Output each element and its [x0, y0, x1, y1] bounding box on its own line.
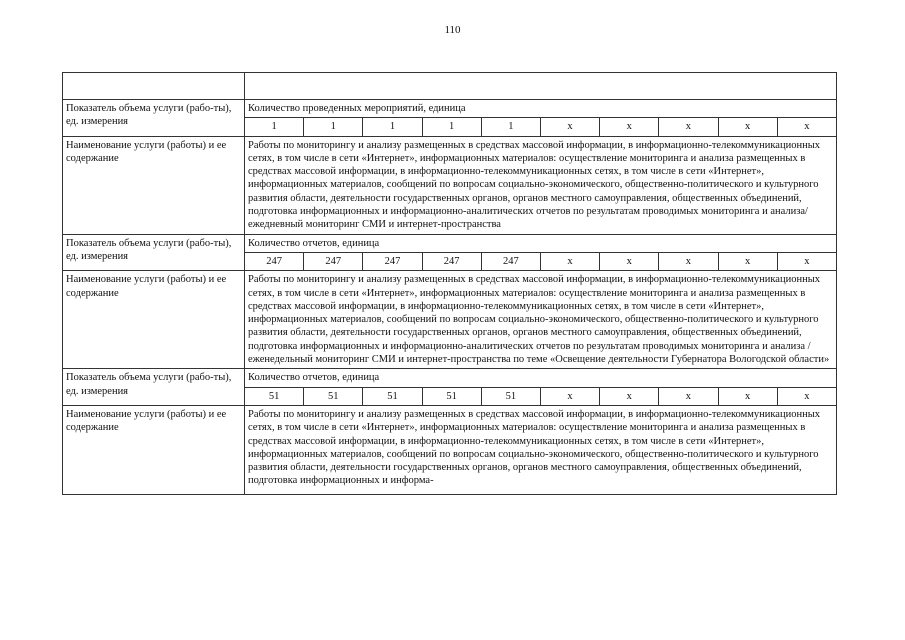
value-cell: 247: [481, 252, 540, 270]
indicator-label: Показатель объема услуги (рабо-ты), ед. измерения: [63, 100, 245, 137]
value-cell: 1: [304, 118, 363, 136]
value-cell: x: [777, 118, 836, 136]
value-cell: x: [600, 252, 659, 270]
service-row: [63, 405, 837, 494]
blank-cell: [245, 73, 837, 100]
service-row: [63, 271, 837, 369]
value-cell: x: [718, 387, 777, 405]
service-description: Работы по мониторингу и анализу размещенных в средствах массовой информации, в информационно-телекоммуникационных сетях, в том числе в сети «Интернет», информационных материалов: осуществление мониторинга и анализа размещенных в средствах массовой информации, в информационно-телекоммуникационных сетях, в том числе в сети «Интернет», информационных материалов, сообщений по вопросам социально-экономического, общественно-политического и культурного развития области, деятельности государственных органов, органов местного самоуправления, общественных объединений, подготовка информационных и информа-: [248, 408, 821, 487]
value-cell: x: [600, 387, 659, 405]
value-cell: 51: [245, 387, 304, 405]
service-label: Наименование услуги (работы) и ее содержание: [63, 136, 245, 234]
indicator-unit: Количество проведенных мероприятий, единица: [245, 100, 837, 118]
page-number: 110: [444, 24, 461, 36]
value-cell: 1: [422, 118, 481, 136]
blank-cell: [63, 73, 245, 100]
value-cell: x: [659, 252, 718, 270]
value-cell: 51: [363, 387, 422, 405]
service-description: Работы по мониторингу и анализу размещенных в средствах массовой информации, в информационно-телекоммуникационных сетях, в том числе в сети «Интернет», информационных материалов: осуществление мониторинга и анализа размещенных в средствах массовой информации, в информационно-телекоммуникационных сетях, в том числе в сети «Интернет», информационных материалов, сообщений по вопросам социально-экономического, общественно-политического и культурного развития области, деятельности государственных органов, органов местного самоуправления, общественных объединений, подготовка информационных и информационно-аналитических отчетов по результатам проводимых мониторинга и анализа /еженедельный мониторинг СМИ и интернет-пространства по теме «Освещение деятельности Губернатора Вологодской области»: [245, 271, 837, 369]
service-label: Наименование услуги (работы) и ее содержание: [63, 271, 245, 369]
service-description-cell: [245, 405, 837, 494]
value-cell: x: [540, 387, 599, 405]
value-cell: x: [540, 118, 599, 136]
indicator-row: [63, 100, 837, 118]
value-cell: 247: [245, 252, 304, 270]
value-cell: 51: [422, 387, 481, 405]
value-cell: 247: [422, 252, 481, 270]
value-cell: x: [718, 252, 777, 270]
value-cell: 247: [304, 252, 363, 270]
indicator-label: Показатель объема услуги (рабо-ты), ед. измерения: [63, 369, 245, 406]
indicator-row: [63, 369, 837, 387]
value-cell: x: [540, 252, 599, 270]
value-cell: 247: [363, 252, 422, 270]
value-cell: 1: [245, 118, 304, 136]
header-blank-row: [63, 73, 837, 100]
indicator-unit: Количество отчетов, единица: [245, 234, 837, 252]
value-cell: 1: [363, 118, 422, 136]
service-row: [63, 136, 837, 234]
value-cell: x: [659, 387, 718, 405]
value-cell: x: [777, 387, 836, 405]
value-cell: x: [777, 252, 836, 270]
value-cell: 51: [304, 387, 363, 405]
service-label: Наименование услуги (работы) и ее содержание: [63, 405, 245, 494]
indicator-row: [63, 234, 837, 252]
value-cell: 51: [481, 387, 540, 405]
service-description: Работы по мониторингу и анализу размещенных в средствах массовой информации, в информационно-телекоммуникационных сетях, в том числе в сети «Интернет», информационных материалов: осуществление мониторинга и анализа размещенных в средствах массовой информации, в информационно-телекоммуникационных сетях, в том числе в сети «Интернет», информационных материалов, сообщений по вопросам социально-экономического, общественно-политического и культурного развития области, деятельности государственных органов, органов местного самоуправления, общественных объединений, подготовка информационных и информационно-аналитических отчетов по результатам проводимых мониторинга и анализа/ежедневный мониторинг СМИ и интернет-пространства: [245, 136, 837, 234]
value-cell: x: [659, 118, 718, 136]
value-cell: x: [718, 118, 777, 136]
indicator-label: Показатель объема услуги (рабо-ты), ед. измерения: [63, 234, 245, 271]
value-cell: x: [600, 118, 659, 136]
indicator-unit: Количество отчетов, единица: [245, 369, 837, 387]
value-cell: 1: [481, 118, 540, 136]
service-table: [62, 72, 837, 495]
